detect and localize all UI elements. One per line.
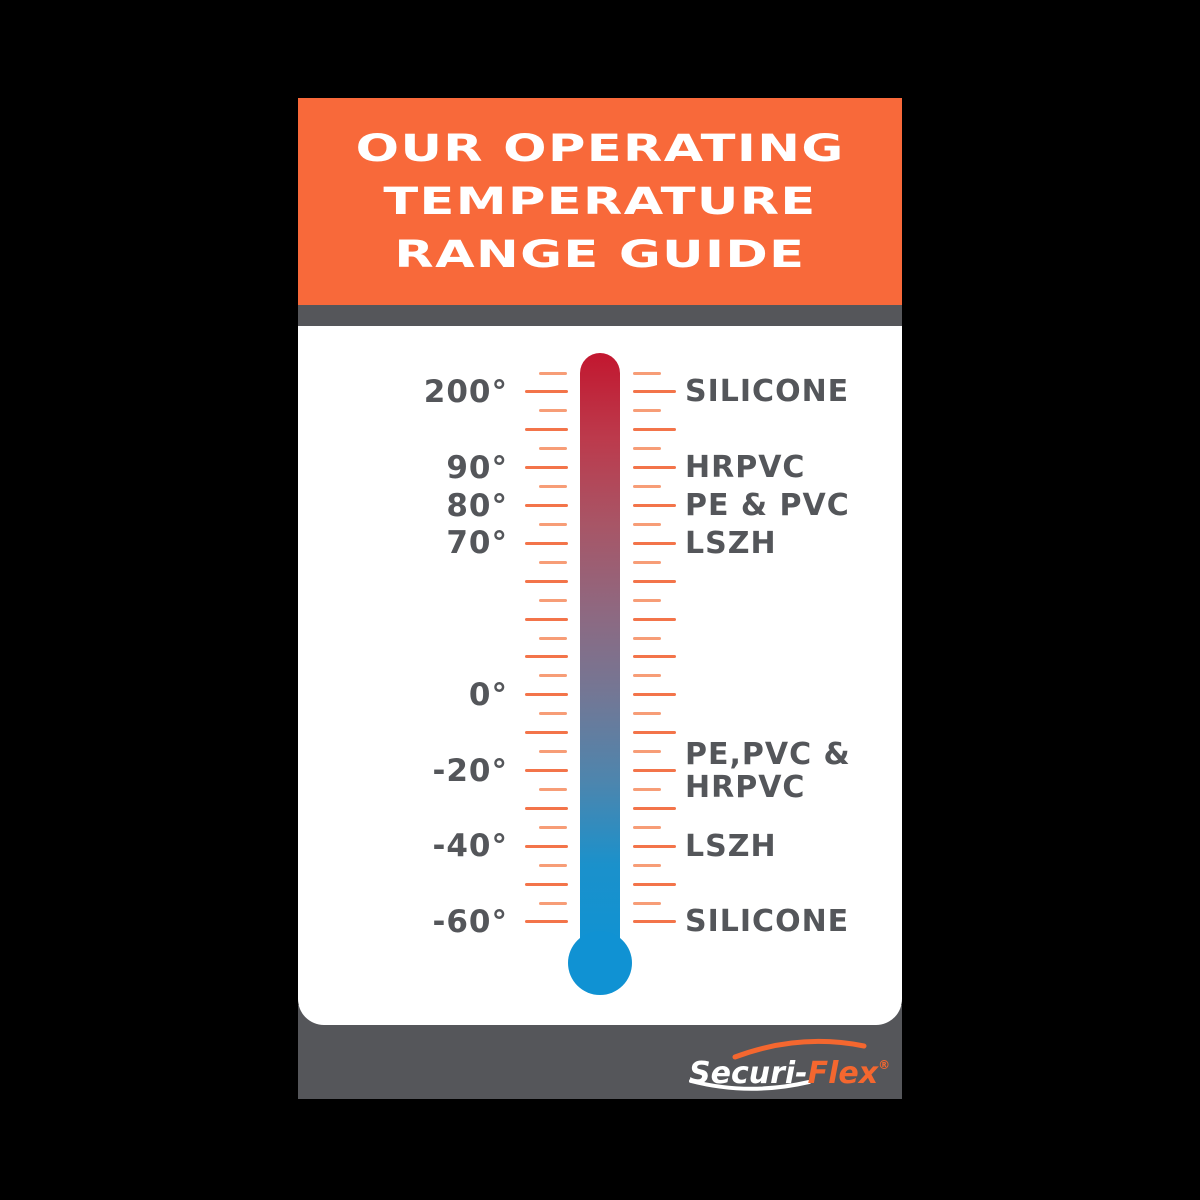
material-label bbox=[685, 830, 777, 863]
tick-mark-long bbox=[633, 618, 676, 621]
thermometer-bulb bbox=[568, 931, 632, 995]
tick-mark-short bbox=[539, 599, 567, 602]
tick-mark-long bbox=[525, 428, 568, 431]
tick-mark-short bbox=[539, 750, 567, 753]
tick-mark-long bbox=[525, 580, 568, 583]
tick-mark-short bbox=[633, 447, 661, 450]
tick-mark-long bbox=[525, 618, 568, 621]
tick-mark-short bbox=[633, 902, 661, 905]
logo-securi-text: Securi- bbox=[689, 1056, 808, 1091]
tick-mark-short bbox=[633, 637, 661, 640]
temp-label: 90° bbox=[446, 449, 508, 486]
tick-mark-long bbox=[525, 466, 568, 469]
page-title-line-2: TEMPERATURE bbox=[383, 180, 817, 223]
tick-mark-short bbox=[633, 561, 661, 564]
material-label bbox=[685, 489, 850, 522]
tick-mark-long bbox=[633, 731, 676, 734]
tick-mark-short bbox=[539, 372, 567, 375]
tick-mark-short bbox=[539, 788, 567, 791]
temp-label: -20° bbox=[432, 752, 508, 789]
tick-mark-short bbox=[633, 864, 661, 867]
tick-mark-long bbox=[633, 693, 676, 696]
material-label bbox=[685, 905, 849, 938]
tick-mark-short bbox=[633, 750, 661, 753]
tick-mark-long bbox=[525, 655, 568, 658]
tick-mark-long bbox=[525, 807, 568, 810]
tick-mark-short bbox=[539, 447, 567, 450]
thermometer bbox=[298, 0, 902, 1200]
material-label-line: PE & PVC bbox=[685, 488, 850, 523]
tick-mark-long bbox=[633, 655, 676, 658]
material-label bbox=[685, 738, 851, 804]
material-label-line: PE,PVC & bbox=[685, 736, 851, 772]
tick-mark-short bbox=[633, 674, 661, 677]
material-label bbox=[685, 527, 777, 560]
tick-mark-short bbox=[539, 409, 567, 412]
tick-mark-long bbox=[633, 920, 676, 923]
tick-mark-long bbox=[525, 542, 568, 545]
temp-label: 0° bbox=[468, 676, 508, 713]
tick-mark-short bbox=[539, 864, 567, 867]
tick-mark-short bbox=[539, 674, 567, 677]
tick-mark-short bbox=[633, 523, 661, 526]
tick-mark-short bbox=[539, 523, 567, 526]
tick-mark-long bbox=[525, 769, 568, 772]
logo-flex-text: Flex bbox=[807, 1056, 879, 1091]
tick-mark-short bbox=[633, 485, 661, 488]
material-label-line: SILICONE bbox=[685, 374, 850, 410]
tick-mark-short bbox=[539, 826, 567, 829]
tick-mark-short bbox=[539, 485, 567, 488]
page-title-line-1: OUR OPERATING bbox=[355, 127, 845, 170]
tick-mark-long bbox=[525, 845, 568, 848]
tick-mark-long bbox=[633, 883, 676, 886]
tick-mark-long bbox=[633, 845, 676, 848]
thermometer-tube bbox=[580, 353, 620, 950]
tick-mark-short bbox=[633, 599, 661, 602]
tick-mark-long bbox=[525, 693, 568, 696]
tick-mark-long bbox=[525, 504, 568, 507]
temp-label: -40° bbox=[432, 828, 508, 865]
temp-label: 200° bbox=[423, 373, 508, 410]
material-label-line: LSZH bbox=[685, 525, 777, 561]
temp-label: 70° bbox=[446, 525, 508, 562]
tick-mark-short bbox=[539, 902, 567, 905]
material-label-line: HRPVC bbox=[685, 769, 806, 805]
tick-mark-long bbox=[633, 390, 676, 393]
tick-mark-long bbox=[633, 504, 676, 507]
tick-mark-long bbox=[633, 580, 676, 583]
tick-mark-long bbox=[525, 883, 568, 886]
temp-label: 80° bbox=[446, 487, 508, 524]
tick-mark-short bbox=[633, 712, 661, 715]
content-column bbox=[298, 0, 902, 1200]
tick-mark-long bbox=[633, 542, 676, 545]
tick-mark-long bbox=[633, 466, 676, 469]
tick-mark-short bbox=[633, 788, 661, 791]
page-title-line-3: RANGE GUIDE bbox=[394, 233, 806, 276]
material-label-line: HRPVC bbox=[685, 450, 806, 486]
tick-mark-long bbox=[525, 390, 568, 393]
tick-mark-long bbox=[525, 920, 568, 923]
material-label-line: LSZH bbox=[685, 828, 777, 864]
logo-registered-mark: ® bbox=[878, 1058, 891, 1072]
tick-mark-short bbox=[539, 637, 567, 640]
tick-mark-short bbox=[539, 712, 567, 715]
tick-mark-short bbox=[633, 372, 661, 375]
material-label bbox=[685, 451, 805, 484]
tick-mark-long bbox=[633, 428, 676, 431]
tick-mark-short bbox=[633, 826, 661, 829]
tick-mark-long bbox=[633, 807, 676, 810]
tick-mark-short bbox=[539, 561, 567, 564]
temp-label: -60° bbox=[432, 903, 508, 940]
material-label-line: SILICONE bbox=[685, 904, 850, 940]
tick-mark-long bbox=[633, 769, 676, 772]
material-label bbox=[685, 375, 849, 408]
tick-mark-long bbox=[525, 731, 568, 734]
tick-mark-short bbox=[633, 409, 661, 412]
